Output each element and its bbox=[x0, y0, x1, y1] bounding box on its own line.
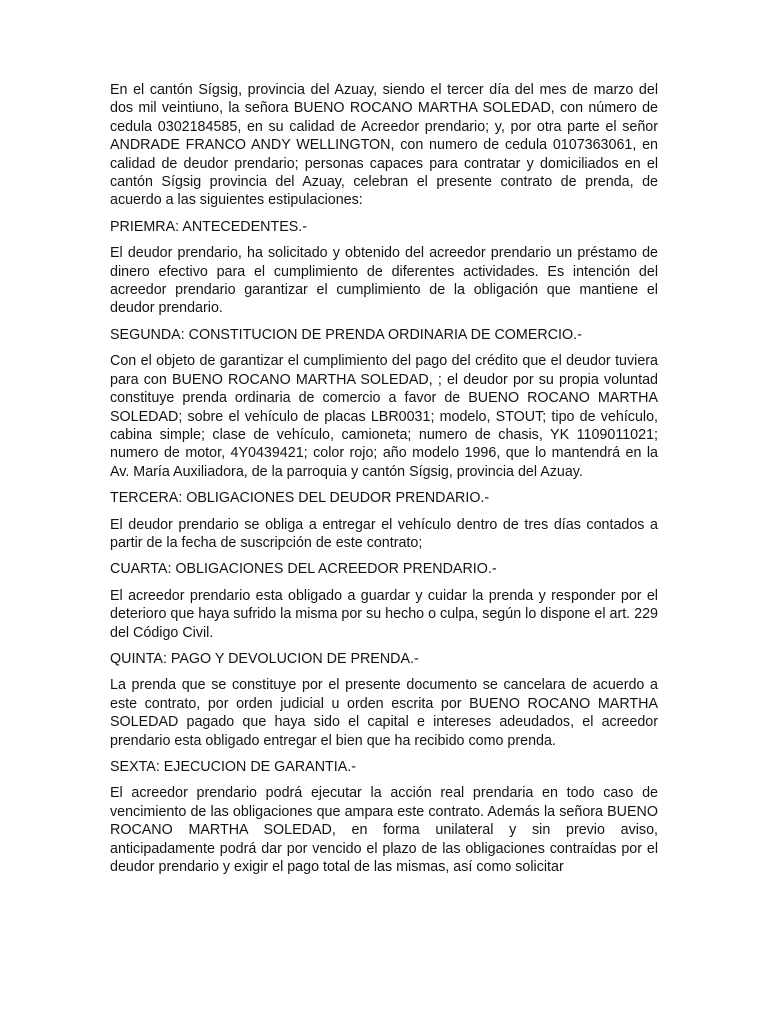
contract-document bbox=[110, 81, 658, 884]
section-body-quinta: La prenda que se constituye por el presente documento se cancelara de acuerdo a este contrato, por orden judicial u orden escrita por BUENO ROCANO MARTHA SOLEDAD pagado que haya sido el capital e intereses adeudados, el acreedor prendario esta obligado entregar el bien que ha recibido como prenda. bbox=[110, 677, 658, 749]
section-body-segunda: Con el objeto de garantizar el cumplimiento del pago del crédito que el deudor tuviera para con BUENO ROCANO MARTHA SOLEDAD, ; el deudor por su propia voluntad constituye prenda ordinaria de comercio a favor de BUENO ROCANO MARTHA SOLEDAD; sobre el vehículo de placas LBR0031; modelo, STOUT; tipo de vehículo, cabina simple; clase de vehículo, camioneta; numero de chasis, YK 1109011021; numero de motor, 4Y0439421; color rojo; año modelo 1996, que lo mantendrá en la Av. María Auxiliadora, de la parroquia y cantón Sígsig, provincia del Azuay. bbox=[110, 353, 658, 480]
intro-paragraph: En el cantón Sígsig, provincia del Azuay, siendo el tercer día del mes de marzo del dos mil veintiuno, la señora BUENO ROCANO MARTHA SOLEDAD, con número de cedula 0302184585, en su calidad de Acreedor prendario; y, por otra parte el señor ANDRADE FRANCO ANDY WELLINGTON, con numero de cedula 0107363061, en calidad de deudor prendario; personas capaces para contratar y domiciliados en el cantón Sígsig provincia del Azuay, celebran el presente contrato de prenda, de acuerdo a las siguientes estipulaciones: bbox=[110, 82, 658, 209]
section-heading-quinta: QUINTA: PAGO Y DEVOLUCION DE PRENDA.- bbox=[110, 650, 419, 667]
section-body-tercera: El deudor prendario se obliga a entregar el vehículo dentro de tres días contados a partir de la fecha de suscripción de este contrato; bbox=[110, 516, 658, 551]
section-heading-cuarta: CUARTA: OBLIGACIONES DEL ACREEDOR PRENDARIO.- bbox=[110, 561, 497, 578]
section-body-primera: El deudor prendario, ha solicitado y obtenido del acreedor prendario un préstamo de dinero efectivo para el cumplimiento de diferentes actividades. Es intención del acreedor prendario garantizar el cumplimiento de la obligación que mantiene el deudor prendario. bbox=[110, 245, 658, 317]
section-body-cuarta: El acreedor prendario esta obligado a guardar y cuidar la prenda y responder por el deterioro que haya sufrido la misma por su hecho o culpa, según lo dispone el art. 229 del Código Civil. bbox=[110, 587, 658, 641]
section-heading-primera: PRIEMRA: ANTECEDENTES.- bbox=[110, 218, 308, 235]
section-body-sexta: El acreedor prendario podrá ejecutar la acción real prendaria en todo caso de vencimiento de las obligaciones que ampara este contrato. Además la señora BUENO ROCANO MARTHA SOLEDAD, en forma unilateral y sin previo aviso, anticipadamente podrá dar por vencido el plazo de las obligaciones contraídas por el deudor prendario y exigir el pago total de las mismas, así como solicitar bbox=[110, 785, 658, 876]
section-heading-sexta: SEXTA: EJECUCION DE GARANTIA.- bbox=[110, 759, 356, 775]
section-heading-segunda: SEGUNDA: CONSTITUCION DE PRENDA ORDINARIA DE COMERCIO.- bbox=[110, 326, 582, 343]
section-heading-tercera: TERCERA: OBLIGACIONES DEL DEUDOR PRENDARIO.- bbox=[110, 490, 490, 507]
